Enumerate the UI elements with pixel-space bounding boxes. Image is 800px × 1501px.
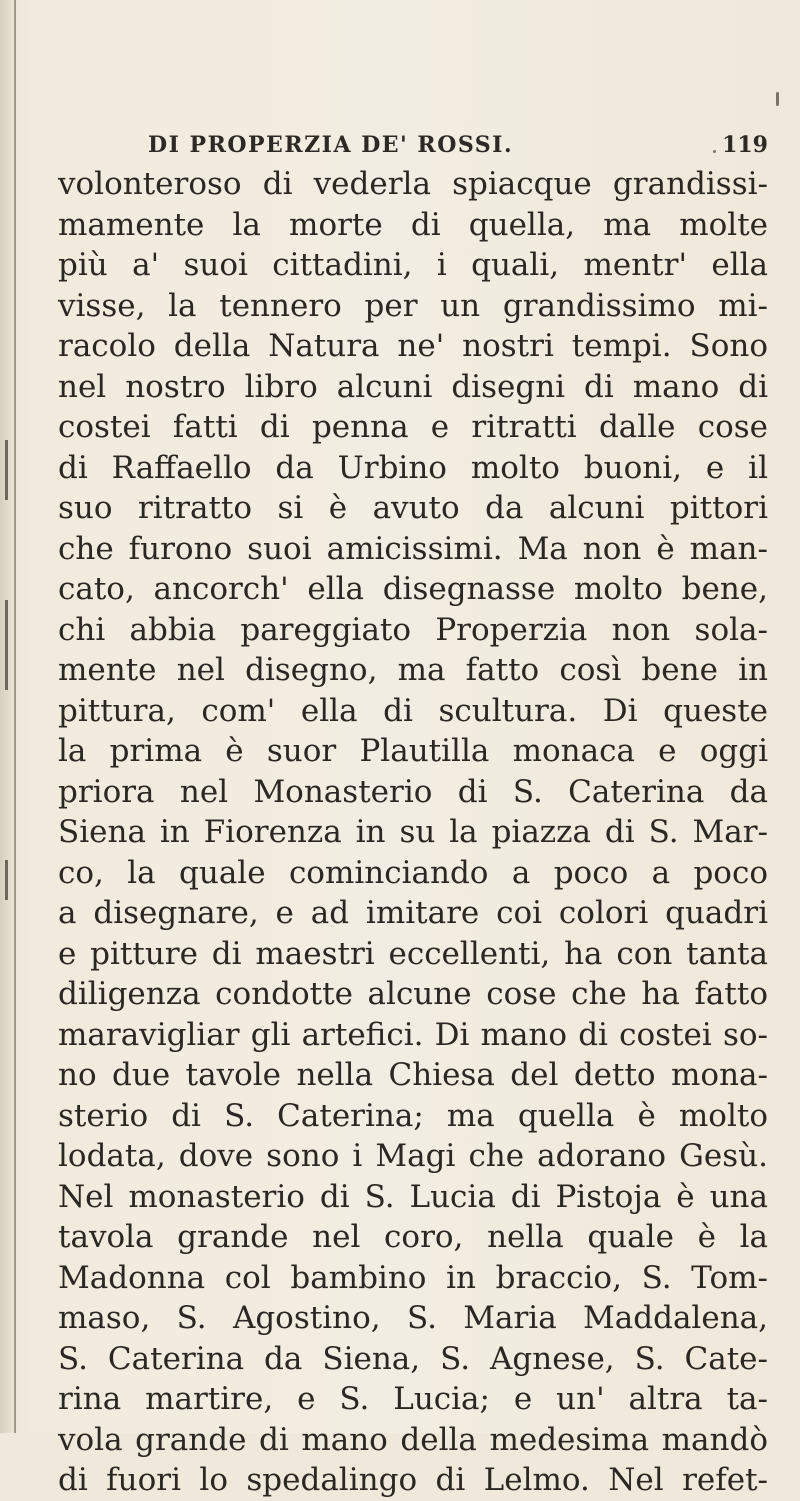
text-line: costei fatti di penna e ritratti dalle cose bbox=[58, 409, 768, 445]
text-line: di fuori lo spedalingo di Lelmo. Nel refet- bbox=[58, 1462, 768, 1498]
text-line: Siena in Fiorenza in su la piazza di S. Mar- bbox=[58, 814, 768, 850]
text-line: maravigliar gli artefici. Di mano di costei so- bbox=[58, 1016, 768, 1053]
text-line: cato, ancorch' ella disegnasse molto bene, bbox=[58, 571, 768, 607]
text-line: di Raffaello da Urbino molto buoni, e il bbox=[58, 449, 768, 486]
running-title: DI PROPERZIA DE' ROSSI. bbox=[148, 132, 514, 158]
paper-speck bbox=[713, 150, 716, 153]
text-line: che furono suoi amicissimi. Ma non è man- bbox=[58, 530, 768, 567]
page-header bbox=[148, 126, 768, 166]
text-line: visse, la tennero per un grandissimo mi- bbox=[58, 287, 768, 324]
text-line: volonteroso di vederla spiacque grandissi- bbox=[58, 166, 768, 202]
edge-mark bbox=[5, 440, 8, 500]
text-line: chi abbia pareggiato Properzia non sola- bbox=[58, 611, 768, 648]
text-line: mamente la morte di quella, ma molte bbox=[58, 206, 768, 243]
text-line: suo ritratto si è avuto da alcuni pittori bbox=[58, 490, 768, 526]
page-binding-edge bbox=[0, 0, 16, 1433]
text-line: rina martire, e S. Lucia; e un' altra ta- bbox=[58, 1381, 768, 1417]
text-line: e pitture di maestri eccellenti, ha con tanta bbox=[58, 935, 768, 972]
edge-mark bbox=[5, 860, 8, 900]
text-line: pittura, com' ella di scultura. Di queste bbox=[58, 692, 768, 729]
text-line: nel nostro libro alcuni disegni di mano di bbox=[58, 368, 768, 405]
text-line: no due tavole nella Chiesa del detto mona- bbox=[58, 1057, 768, 1093]
text-line: racolo della Natura ne' nostri tempi. Sono bbox=[58, 328, 768, 364]
text-line: maso, S. Agostino, S. Maria Maddalena, bbox=[58, 1300, 768, 1336]
paper-speck bbox=[776, 92, 779, 106]
page-number: 119 bbox=[722, 132, 768, 158]
text-line: Nel monasterio di S. Lucia di Pistoja è una bbox=[58, 1178, 768, 1215]
text-line: Madonna col bambino in braccio, S. Tom- bbox=[58, 1259, 768, 1296]
text-line: lodata, dove sono i Magi che adorano Gesù. bbox=[58, 1138, 768, 1174]
text-line: sterio di S. Caterina; ma quella è molto bbox=[58, 1097, 768, 1134]
text-line: priora nel Monasterio di S. Caterina da bbox=[58, 773, 768, 810]
text-line: mente nel disegno, ma fatto così bene in bbox=[58, 652, 768, 688]
text-line: co, la quale cominciando a poco a poco bbox=[58, 854, 768, 891]
text-line: vola grande di mano della medesima mandò bbox=[58, 1421, 768, 1458]
text-line: a disegnare, e ad imitare coi colori quadri bbox=[58, 895, 768, 931]
text-line: più a' suoi cittadini, i quali, mentr' ella bbox=[58, 247, 768, 283]
text-line: S. Caterina da Siena, S. Agnese, S. Cate- bbox=[58, 1340, 768, 1377]
text-line: tavola grande nel coro, nella quale è la bbox=[58, 1219, 768, 1255]
text-line: la prima è suor Plautilla monaca e oggi bbox=[58, 733, 768, 769]
text-line: diligenza condotte alcune cose che ha fatto bbox=[58, 976, 768, 1012]
edge-mark bbox=[5, 600, 8, 690]
body-text bbox=[58, 164, 768, 1501]
